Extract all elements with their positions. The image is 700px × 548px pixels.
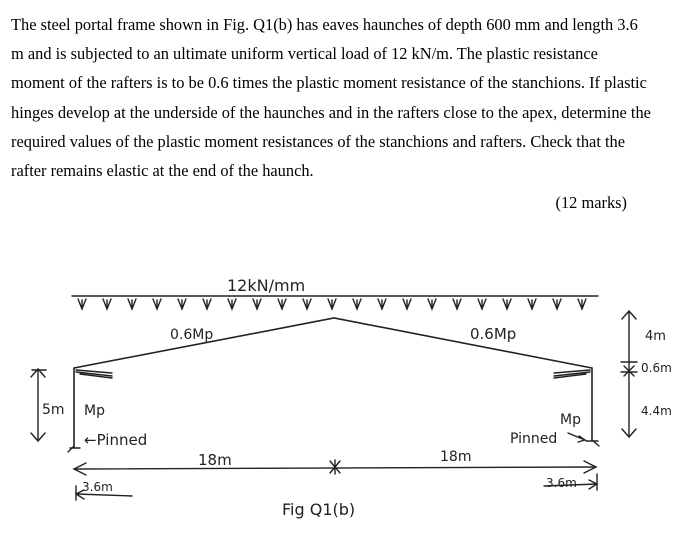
rafter-right-label: 0.6Mp bbox=[470, 325, 517, 343]
right-support bbox=[586, 440, 599, 446]
span-right-label: 18m bbox=[440, 449, 472, 465]
stanchion-left-label: Mp bbox=[84, 403, 105, 419]
load-arrows bbox=[78, 299, 586, 309]
rise-label: 4m bbox=[645, 329, 666, 344]
column-label: 4.4m bbox=[641, 404, 672, 418]
span-left-label: 18m bbox=[198, 451, 232, 469]
figure-caption: Fig Q1(b) bbox=[282, 500, 356, 519]
pinned-right-label: Pinned bbox=[510, 431, 558, 447]
pinned-left-label: ←Pinned bbox=[84, 431, 148, 449]
stanchion-right-label: Mp bbox=[560, 412, 581, 428]
rafter-left-label: 0.6Mp bbox=[170, 327, 214, 343]
load-label: 12kN/mm bbox=[227, 276, 306, 295]
marks-label: (12 marks) bbox=[555, 193, 627, 212]
height-label: 5m bbox=[42, 402, 65, 418]
question-text: The steel portal frame shown in Fig. Q1(b) has eaves haunches of depth 600 mm and length 3.6 m and is subjected to an ultimate uniform vertical load of 12 kN/m. The plastic resistance moment of the rafters is to be 0.6 times the plastic moment resistance of the stanchions. If plastic hinges develop at the underside of the haunches and in the rafters close to the apex, determine the required values of the plastic moment resistances of the stanchions and rafters. Check that the rafter remains elastic at the end of the haunch. bbox=[11, 15, 651, 181]
midspan-mark bbox=[330, 460, 340, 474]
haunch-left bbox=[76, 370, 112, 378]
haunch-left-label: 3.6m bbox=[82, 480, 113, 494]
haunch-right-label: 3.6m bbox=[546, 476, 577, 490]
left-support bbox=[68, 446, 80, 452]
haunch-depth-label: 0.6m bbox=[641, 361, 672, 375]
haunch-right bbox=[554, 370, 590, 378]
